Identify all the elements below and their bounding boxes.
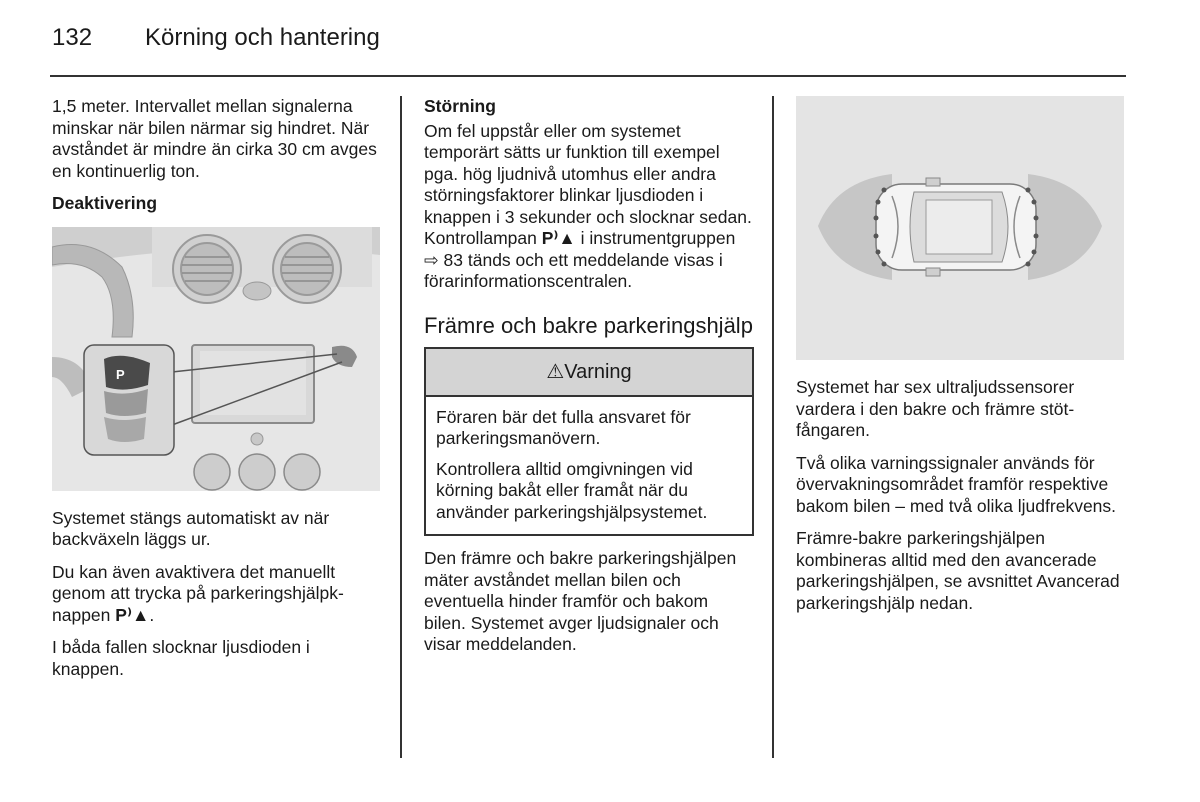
- dashboard-drawing: [52, 227, 380, 491]
- column-divider: [400, 96, 402, 758]
- warning-header: [426, 349, 752, 397]
- paragraph: Du kan även avaktivera det manuellt genom att trycka på parkeringshjälpknappen P⁾▲.: [52, 561, 344, 625]
- column-divider: [772, 96, 774, 758]
- page-header: [52, 24, 380, 52]
- warning-triangle-icon: ⚠Varning: [546, 360, 632, 383]
- page-reference: ⇨ 83: [424, 249, 463, 270]
- header-rule: [50, 75, 1126, 77]
- paragraph: Systemet har sex ultraljudssensorer vardera i den bakre och främre stötfångaren.: [796, 377, 1075, 440]
- warning-text: Föraren bär det fulla ansvaret för parkeringsmanövern.: [436, 406, 691, 448]
- car-topview-drawing: [796, 96, 1124, 360]
- park-assist-symbol-icon: P⁾▲: [115, 604, 150, 625]
- section-heading: Främre och bakre parkeringshjälp: [424, 312, 753, 338]
- warning-text: Kontrollera alltid omgivningen vid körning bakåt eller framåt när du använder parkeringshjälpsystemet.: [436, 458, 708, 522]
- warning-box: [424, 347, 754, 537]
- section-title: Körning och hantering: [145, 24, 380, 51]
- dashboard-illustration: [52, 227, 380, 491]
- park-assist-symbol-icon: P⁾▲: [541, 228, 576, 248]
- subheading-storning: Störning: [424, 96, 496, 116]
- button-p-label: P: [116, 366, 125, 382]
- paragraph: Systemet stängs automatiskt av när backväxeln läggs ur.: [52, 507, 330, 549]
- column-3: [796, 96, 1126, 625]
- paragraph: I båda fallen slocknar ljusdioden i knappen.: [52, 637, 310, 679]
- paragraph: Främre-bakre parkeringshjälpen kombineras alltid med den avancerade parkeringshjälpen, se avsnittet Avancerad parkeringshjälp nedan.: [796, 528, 1120, 613]
- paragraph: 1,5 meter. Intervallet mellan signalerna minskar när bilen närmar sig hindret. När avståndet är mindre än cirka 30 cm avges en kontinuerlig ton.: [52, 96, 377, 181]
- page-number: 132: [52, 24, 93, 51]
- paragraph: Den främre och bakre parkeringshjälpen mäter avståndet mellan bilen och eventuella hinder framför och bakom bilen. Systemet avger ljudsignaler och visar meddelanden.: [424, 548, 737, 654]
- column-1: [52, 96, 380, 691]
- column-2: [424, 96, 754, 667]
- parking-sensor-illustration: [796, 96, 1124, 360]
- paragraph: Om fel uppstår eller om systemet temporärt sätts ur funktion till exempel pga. hög ljudnivå utomhus eller andra störningsfaktorer blinkar ljusdioden i knappen i 3 sekunder och slocknar sedan. Kontrollampan P⁾▲ i instrumentgruppen ⇨ 83 tänds och ett meddelande visas i förarinformationscentralen.: [424, 120, 752, 291]
- subheading-deaktivering: Deaktivering: [52, 193, 158, 213]
- paragraph: Två olika varningssignaler används för övervakningsområdet framför respektive bakom bilen – med två olika ljudfrekvens.: [796, 452, 1117, 516]
